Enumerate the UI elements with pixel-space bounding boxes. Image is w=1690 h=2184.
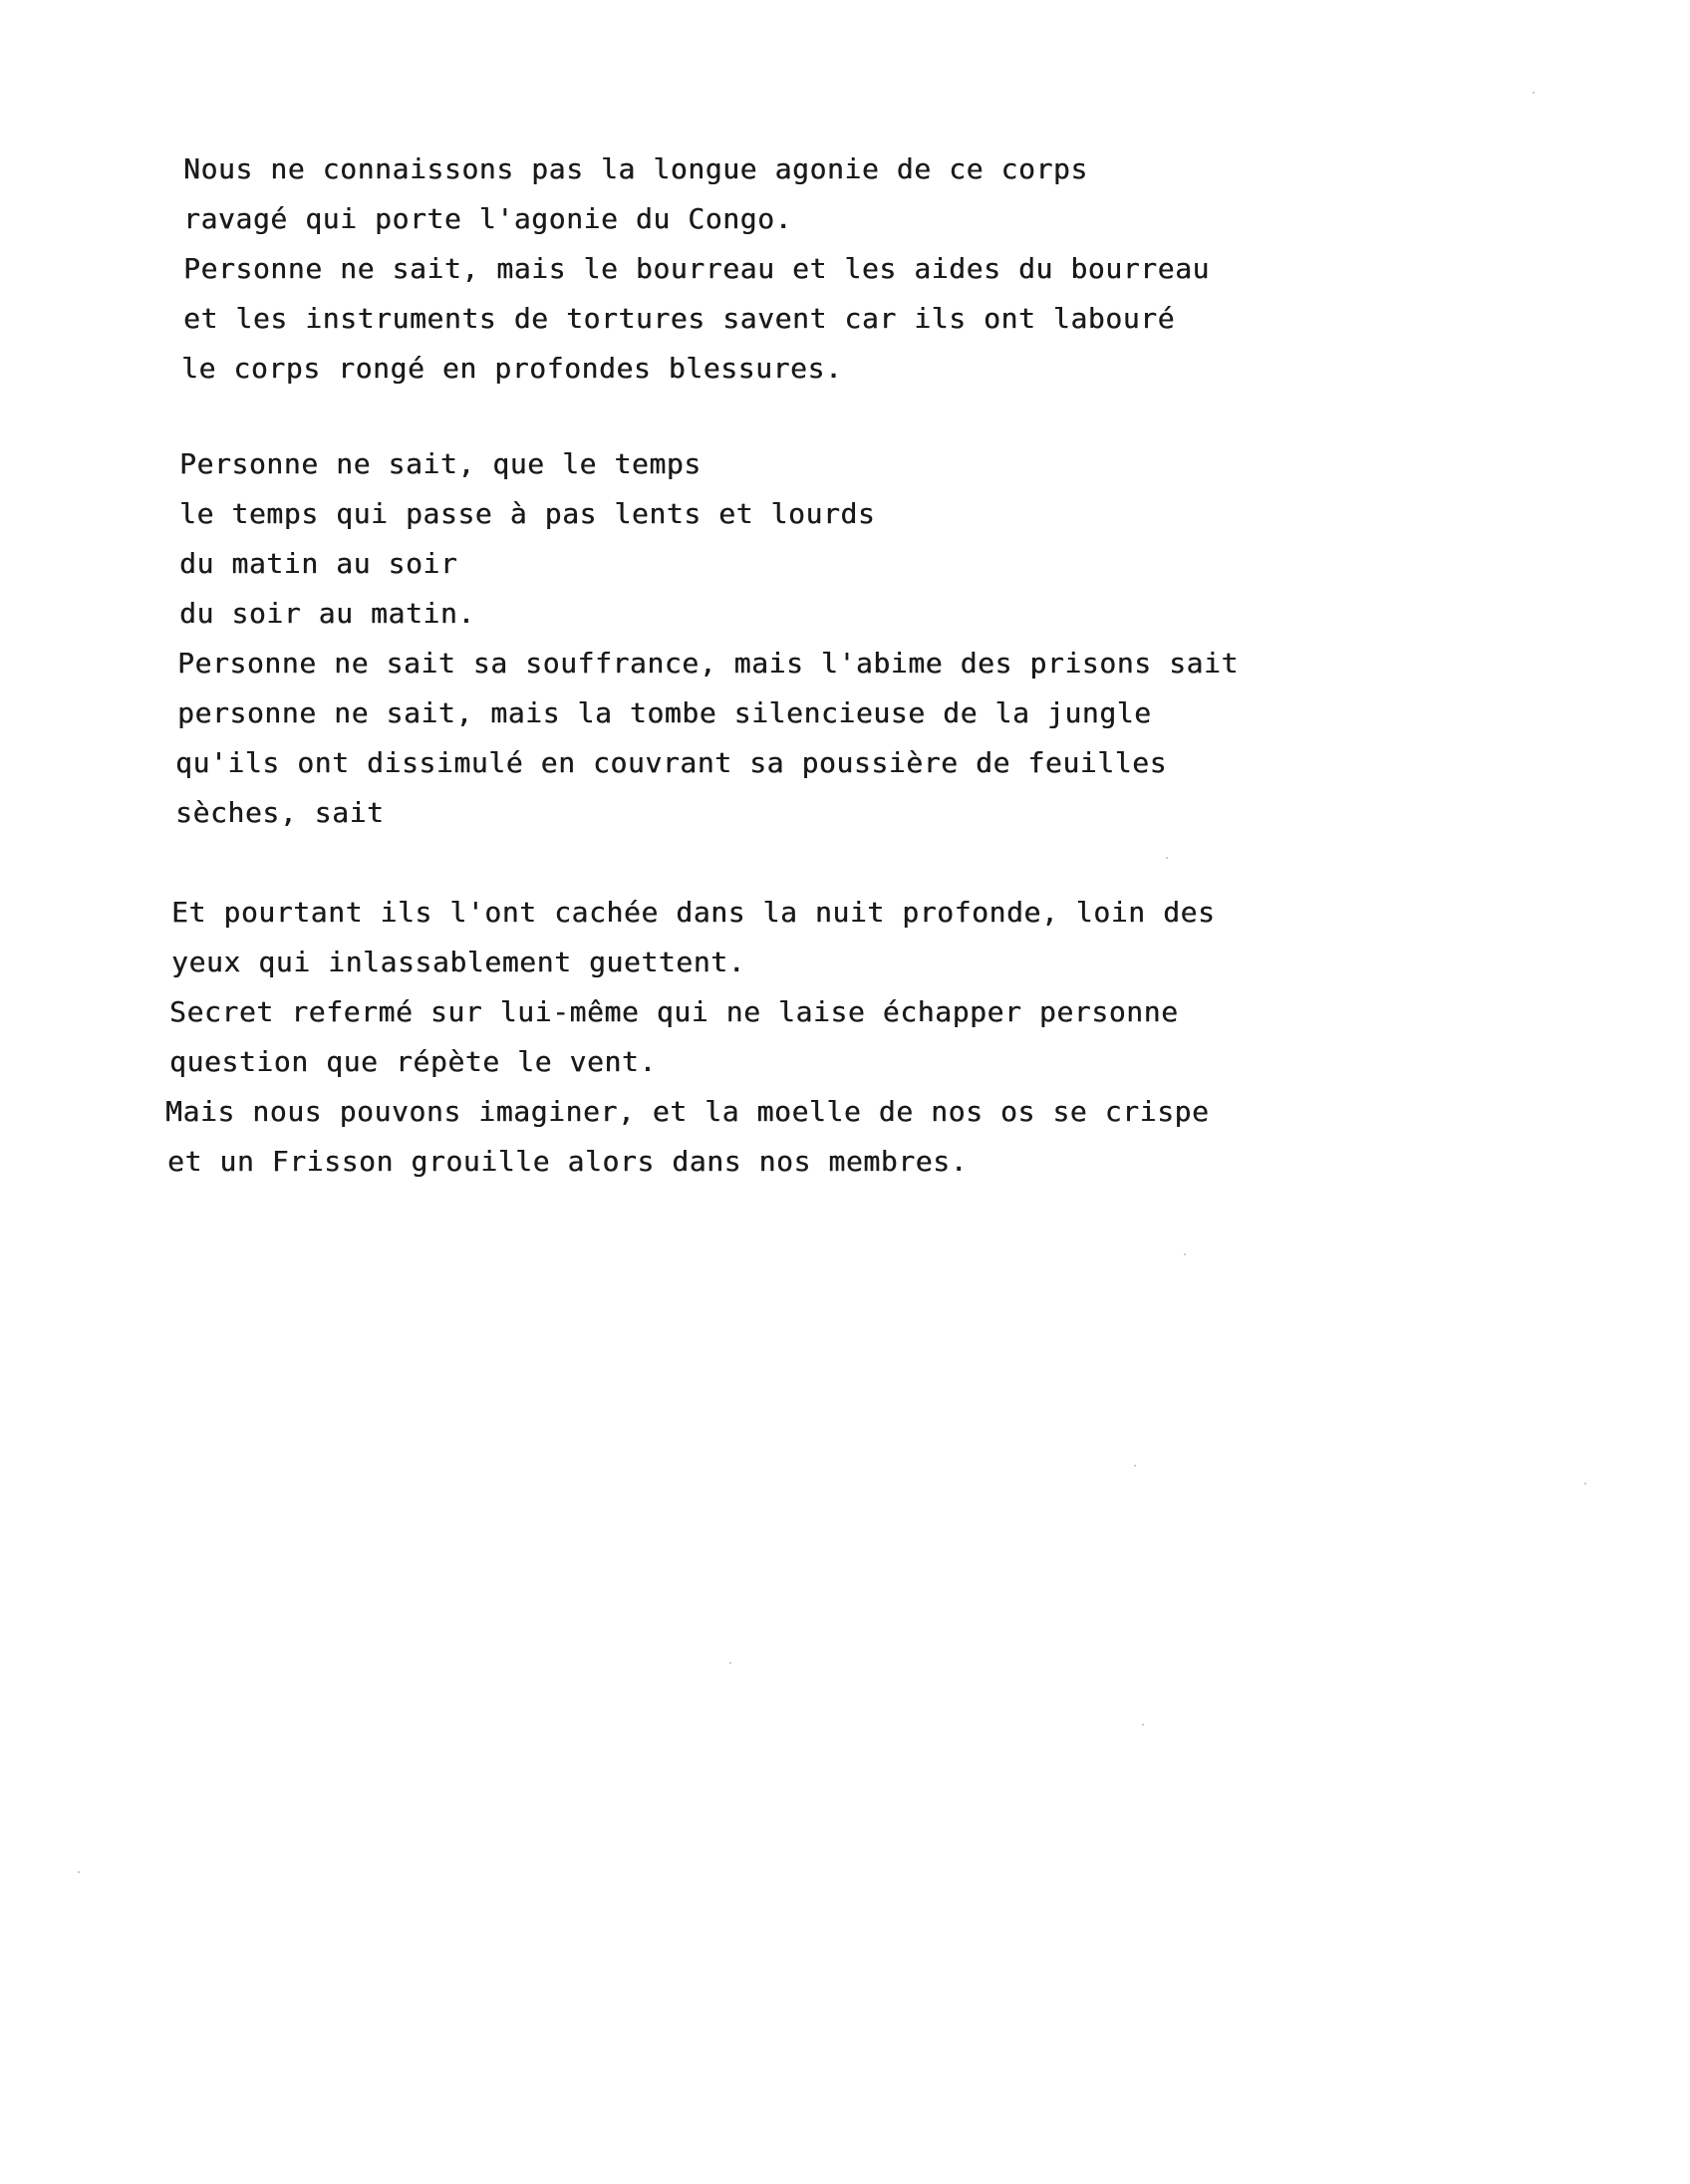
scan-speck [1184, 1253, 1186, 1255]
text-line: personne ne sait, mais la tombe silencieuse de la jungle [177, 696, 1152, 729]
text-line: sèches, sait [175, 796, 385, 829]
text-line: le temps qui passe à pas lents et lourds [179, 497, 876, 530]
text-line: Personne ne sait sa souffrance, mais l'abime des prisons sait [177, 647, 1239, 680]
text-line: Mais nous pouvons imaginer, et la moelle de nos os se crispe [165, 1095, 1210, 1128]
scan-speck [1584, 1483, 1586, 1485]
text-line: Secret refermé sur lui-même qui ne laise échapper personne [169, 995, 1179, 1028]
scan-speck [729, 1662, 731, 1664]
text-line: du matin au soir [179, 547, 458, 580]
text-line: le corps rongé en profondes blessures. [181, 352, 843, 385]
text-line: yeux qui inlassablement guettent. [171, 946, 746, 978]
text-line: et un Frisson grouille alors dans nos membres. [167, 1145, 969, 1178]
scan-speck [1166, 857, 1168, 859]
text-line: ravagé qui porte l'agonie du Congo. [183, 202, 793, 235]
text-line: Personne ne sait, que le temps [179, 447, 702, 480]
text-line: Personne ne sait, mais le bourreau et les aides du bourreau [183, 252, 1210, 285]
scan-speck [1142, 1724, 1144, 1726]
text-line: et les instruments de tortures savent car ils ont labouré [183, 302, 1176, 335]
scan-speck [1533, 92, 1535, 94]
scan-speck [78, 1871, 80, 1873]
scan-speck [1134, 1465, 1136, 1467]
text-line: qu'ils ont dissimulé en couvrant sa poussière de feuilles [175, 746, 1168, 779]
text-line: question que répète le vent. [169, 1045, 657, 1078]
text-line: Et pourtant ils l'ont cachée dans la nuit profonde, loin des [171, 896, 1216, 929]
text-line: du soir au matin. [179, 597, 475, 630]
text-line: Nous ne connaissons pas la longue agonie de ce corps [183, 152, 1088, 185]
